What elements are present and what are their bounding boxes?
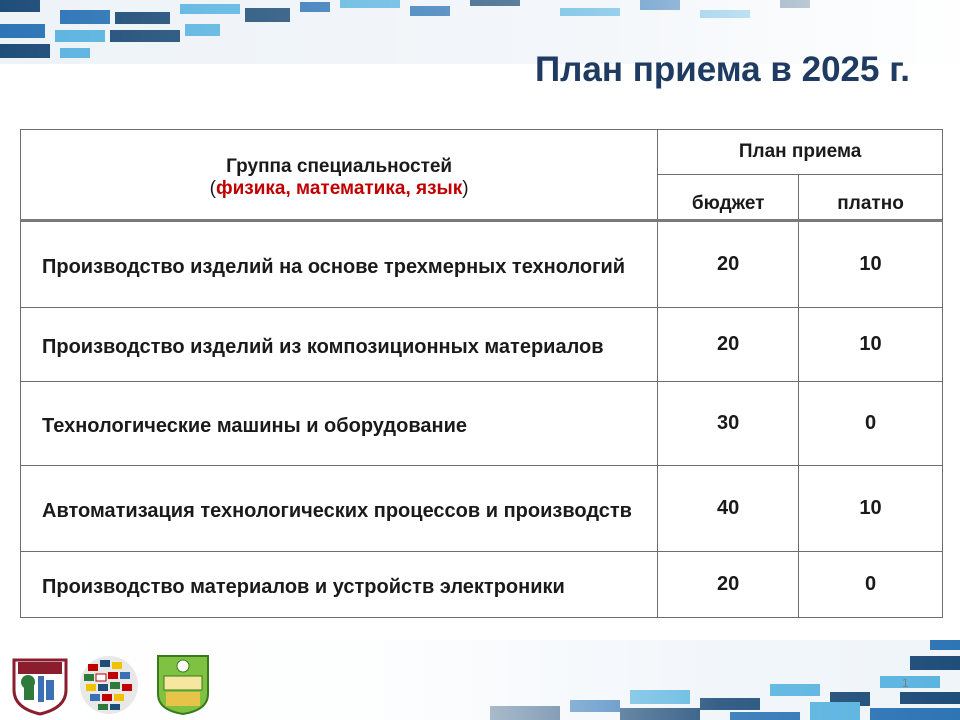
table-row [21, 466, 943, 552]
paid-header-cell: платно [799, 175, 943, 221]
specialty-name: Производство материалов и устройств электроники [21, 552, 658, 618]
budget-value: 40 [658, 466, 799, 552]
admission-plan-table [20, 129, 943, 618]
group-header-label: Группа специальностей [226, 155, 453, 177]
group-header-cell [21, 130, 658, 221]
world-flags-globe-logo [78, 654, 140, 716]
table-row [21, 308, 943, 382]
paid-value: 10 [799, 221, 943, 308]
budget-value: 30 [658, 382, 799, 466]
paren-open: ( [209, 177, 216, 199]
table-row [21, 221, 943, 308]
budget-value: 20 [658, 552, 799, 618]
page-number: 1 [902, 676, 909, 690]
budget-value: 20 [658, 221, 799, 308]
paid-value: 10 [799, 308, 943, 382]
group-header-subjects: физика, математика, язык [215, 177, 463, 199]
specialty-name: Технологические машины и оборудование [21, 382, 658, 466]
university-crest-logo [10, 654, 70, 716]
faculty-emblem-logo [156, 654, 210, 716]
table-row [21, 382, 943, 466]
specialty-name: Автоматизация технологических процессов и производств [21, 466, 658, 552]
table-row [21, 552, 943, 618]
specialty-name: Производство изделий из композиционных материалов [21, 308, 658, 382]
specialty-name: Производство изделий на основе трехмерных технологий [21, 221, 658, 308]
budget-header-cell: бюджет [658, 175, 799, 221]
budget-value: 20 [658, 308, 799, 382]
paid-value: 0 [799, 382, 943, 466]
bottom-decorative-band [0, 640, 960, 720]
slide-title: План приема в 2025 г. [534, 50, 910, 89]
plan-header-cell: План приема [658, 130, 943, 175]
paid-value: 10 [799, 466, 943, 552]
paid-value: 0 [799, 552, 943, 618]
paren-close: ) [462, 177, 469, 199]
